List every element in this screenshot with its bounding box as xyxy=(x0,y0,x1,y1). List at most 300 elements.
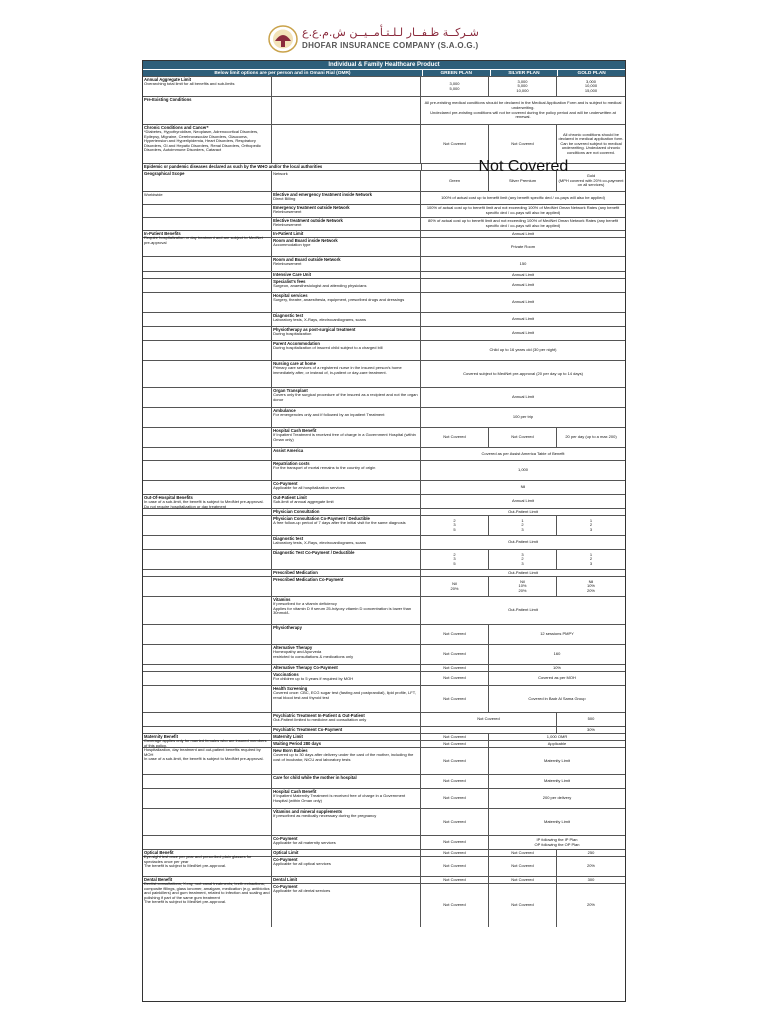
table-row xyxy=(143,740,625,747)
benefit-item-title: Physiotherapy as post-surgical treatment xyxy=(273,326,356,332)
benefit-item xyxy=(272,388,421,407)
plan-values xyxy=(421,327,625,340)
table-subtitle: Below limit options are per person and in Omani Rial (OMR) xyxy=(214,71,351,76)
benefit-item-note: If Inpatient Maternity Treatment is received free of charge in a Government Hospital (within Oman only) xyxy=(273,793,406,803)
plan-value-gold: All chronic conditions should be declared in medical application form. Can be covered subject to medical underwriting. Undeclared chronic conditions are not covered. xyxy=(558,131,624,155)
benefit-item xyxy=(272,361,421,387)
plan-value-green: Not Covered xyxy=(421,789,489,808)
plan-value-green: Not Covered xyxy=(421,877,489,883)
benefit-item xyxy=(272,495,421,508)
benefit-item xyxy=(272,836,421,849)
table-row xyxy=(143,170,625,191)
plan-values xyxy=(421,577,625,596)
table-row xyxy=(143,515,625,535)
benefit-item-title: Emergency treatment outside Network xyxy=(273,204,350,210)
table-row xyxy=(143,644,625,664)
plan-value-silver: Not Covered xyxy=(489,877,557,883)
plan-value-silver-gold: 12 sessions PMPY xyxy=(540,631,574,637)
benefit-category xyxy=(143,789,272,808)
plan-value-all: Annual Limit xyxy=(511,498,534,504)
table-row xyxy=(143,576,625,596)
table-row xyxy=(143,427,625,447)
plan-value-gold: Nil 10% 20% xyxy=(586,578,595,593)
plan-values xyxy=(421,809,625,835)
benefit-item-title: Elective and emergency treatment inside Network xyxy=(273,191,372,197)
plan-value-green: 2 3 5 xyxy=(421,516,489,535)
benefit-item xyxy=(272,125,421,163)
benefit-category xyxy=(143,536,272,549)
benefit-category xyxy=(143,481,272,494)
benefit-category xyxy=(143,597,272,624)
plan-values xyxy=(421,516,625,535)
benefit-category xyxy=(143,257,272,271)
plan-value-silver-gold: Maternity Limit xyxy=(543,757,570,763)
plan-value-silver-gold: 200 per delivery xyxy=(542,795,572,801)
benefit-item-note: Covers only the surgical procedure of the insured as a recipient and not the organ donor xyxy=(273,392,418,402)
plan-value-silver: Silver Premium xyxy=(489,171,557,191)
benefit-item-title: Prescribed Medication Co-Payment xyxy=(273,576,344,582)
plan-value-all: Covered as per Assist America Table of Benefit xyxy=(481,450,565,456)
benefit-item-note: Surgeon, anaesthesiologist and attending physicians xyxy=(273,283,367,289)
benefit-category xyxy=(143,327,272,340)
benefit-item-note: Reimbursement xyxy=(273,209,302,215)
plan-value-gold: 300 xyxy=(587,876,595,882)
benefit-category xyxy=(143,727,272,733)
benefit-item-note: Direct Billing xyxy=(273,196,296,202)
benefit-category xyxy=(143,775,272,788)
benefit-item-note: If Inpatient Treatment is received free of charge in a Government Hospital (within Oman only) xyxy=(273,432,416,442)
plan-values xyxy=(421,713,625,726)
plan-value-all: 100% of actual cost up to benefit limit (any benefit specific ded / co-pays will also be applied) xyxy=(441,194,605,200)
plan-values xyxy=(421,205,625,217)
benefit-item-title: Co-Payment xyxy=(273,835,298,841)
plan-value-all: Annual Limit xyxy=(511,282,534,288)
benefit-item xyxy=(272,516,421,535)
benefit-item xyxy=(272,205,421,217)
plan-value-green: 2 3 5 xyxy=(421,550,489,569)
plan-values xyxy=(421,495,625,508)
benefit-category xyxy=(143,388,272,407)
plan-value-all: Annual Limit xyxy=(511,330,534,336)
plan-values xyxy=(421,192,625,204)
benefit-category-note: Eye-sight test once per year and prescribed plain glasses for spectacles once per year The benefit is subject to MedNet pre-approval. xyxy=(144,854,252,869)
benefit-item xyxy=(272,481,421,494)
benefit-item-title: Alternative Therapy Co-Payment xyxy=(273,664,338,670)
plan-value-all: Nil xyxy=(520,484,526,490)
benefit-category-title: Dental Benefit xyxy=(144,876,173,882)
benefit-category xyxy=(143,361,272,387)
plan-value-green: Not Covered xyxy=(421,748,489,774)
benefit-category-title: Worldwide xyxy=(144,191,163,197)
benefit-category-title: Annual Aggregate Limit xyxy=(144,76,192,82)
benefit-category-note: Overarching total limit for all benefits and sub-limits xyxy=(144,81,235,87)
benefit-item-title: Optical Limit xyxy=(273,849,299,855)
benefit-item xyxy=(272,97,421,124)
benefit-item xyxy=(272,536,421,549)
plan-values xyxy=(421,686,625,712)
benefit-item-title: Hospital services xyxy=(273,292,308,298)
table-row xyxy=(143,480,625,494)
benefit-item-title: Assist America xyxy=(273,447,304,453)
plan-value-all: Child up to 16 years old (30 per night) xyxy=(489,347,557,353)
plan-values xyxy=(421,884,625,927)
plan-value-green: Not Covered xyxy=(421,645,489,664)
table-row xyxy=(143,76,625,96)
table-row xyxy=(143,278,625,292)
table-row xyxy=(143,569,625,576)
table-row xyxy=(143,856,625,876)
benefit-category xyxy=(143,205,272,217)
benefit-item xyxy=(272,77,421,96)
plan-value-silver-gold: 1,000 OMR xyxy=(546,733,568,739)
benefit-item-title: Out-Patient Limit xyxy=(273,494,307,500)
benefit-category xyxy=(143,509,272,515)
plan-values xyxy=(421,279,625,292)
benefit-item-title: Dental Limit xyxy=(273,876,298,882)
benefit-category xyxy=(143,272,272,278)
benefit-item-title: Room and Board outside Network xyxy=(273,256,341,262)
plan-value-gold: 1 2 3 xyxy=(589,517,593,532)
plan-value-silver: Not Covered xyxy=(489,125,557,163)
plan-value-all: Private Room xyxy=(510,243,536,249)
company-logo-icon xyxy=(268,25,298,53)
plan-value-green: Not Covered xyxy=(421,836,489,849)
benefit-category-title: Out-Of-Hospital Benefits xyxy=(144,494,193,500)
row-label xyxy=(143,164,422,170)
plan-value-green: Not Covered xyxy=(421,428,489,447)
benefits-table xyxy=(142,60,626,1002)
benefit-item-note: Out-Patient limited to medicine and consultation only xyxy=(273,717,367,723)
benefit-item-title: Prescribed Medication xyxy=(273,569,318,575)
benefit-category xyxy=(143,293,272,312)
plan-values xyxy=(421,448,625,460)
plan-value-silver: Not Covered xyxy=(489,857,557,876)
plan-value-gold: 20% xyxy=(586,863,595,869)
benefit-category xyxy=(143,748,272,774)
benefit-category xyxy=(143,672,272,685)
benefit-item-title: Maternity Limit xyxy=(273,733,303,739)
benefit-item-note: Applicable for all hospitalization services xyxy=(273,485,345,491)
plan-value-gold: 250 xyxy=(587,849,595,855)
benefit-item xyxy=(272,850,421,856)
plan-value-silver: 1 2 3 xyxy=(489,516,557,535)
benefit-item-note: Laboratory tests, X-Rays, electrocardiograms, scans xyxy=(273,317,367,323)
table-row xyxy=(143,712,625,726)
plan-value-silver: Not Covered xyxy=(489,884,557,927)
table-row xyxy=(143,460,625,480)
plan-values xyxy=(421,570,625,576)
benefit-item xyxy=(272,428,421,447)
benefit-item-note: Surgery, theatre, anaesthesia, equipment, prescribed drugs and dressings xyxy=(273,297,405,303)
plan-values xyxy=(421,789,625,808)
plan-value-silver-gold: Maternity Limit xyxy=(543,818,570,824)
benefit-item-note: Primary care services of a registered nurse in the insured person's home immediately after, or instead of, in-patient or day-care treatment. xyxy=(273,365,402,375)
plan-value-silver-gold: IP following the IP Plan OP following the OP Plan xyxy=(534,836,580,847)
table-row xyxy=(143,217,625,230)
benefit-item-note: Covered up to 30 days after delivery under the card of the mother, including the cost of incubator, NICU and laboratory tests xyxy=(273,752,414,762)
benefit-item-note: Accommodation type xyxy=(273,242,311,248)
table-row xyxy=(143,535,625,549)
benefit-item-note: Laboratory tests, X-Rays, electrocardiograms, scans xyxy=(273,540,367,546)
benefit-item xyxy=(272,550,421,569)
benefit-category xyxy=(143,733,272,762)
plan-value-green: Not Covered xyxy=(421,625,489,644)
benefit-item-title: Diagnostic test xyxy=(273,312,304,318)
table-row xyxy=(143,326,625,340)
benefit-item xyxy=(272,625,421,644)
plan-values xyxy=(421,461,625,480)
benefit-item-title: Network xyxy=(273,170,288,176)
benefit-category xyxy=(143,881,272,927)
benefit-item-title: Physician Consultation xyxy=(273,508,320,514)
plan-value-gold: 1 2 3 xyxy=(589,551,593,566)
plan-value-silver: 3 2 3 xyxy=(489,550,557,569)
plan-values xyxy=(421,536,625,549)
benefit-item-title: Co-Payment xyxy=(273,856,298,862)
benefit-category-title: In-Patient Benefits xyxy=(144,230,181,236)
plan-values xyxy=(421,97,625,124)
benefit-item-note: For emergencies only and if followed by an inpatient Treatment xyxy=(273,412,385,418)
benefit-category xyxy=(143,836,272,849)
table-row xyxy=(143,360,625,387)
benefit-item xyxy=(272,293,421,312)
plan-value-all: Annual Limit xyxy=(511,230,534,236)
plan-value-all: Out-Patient Limit xyxy=(508,607,538,613)
plan-value-silver-gold: 10% xyxy=(552,664,561,670)
benefit-category-title: Maternity Benefit xyxy=(144,733,178,739)
table-row xyxy=(143,494,625,508)
benefit-category xyxy=(143,192,272,204)
benefit-item-title: Psychiatric Treatment Co-Payment xyxy=(273,726,343,732)
table-row xyxy=(143,191,625,204)
plan-value-all: Out-Patient Limit xyxy=(508,569,538,575)
benefit-item-note: Sub-limit of annual aggregate limit xyxy=(273,499,334,505)
company-arabic-name: شـركــة ظـفــار لـلـتـأمــيــن ش.م.ع.ع xyxy=(302,26,479,39)
plan-value-green: Not Covered xyxy=(421,850,489,856)
benefit-item xyxy=(272,408,421,427)
benefit-category xyxy=(143,645,272,664)
benefit-item-title: Intensive Care Unit xyxy=(273,271,312,277)
benefit-item xyxy=(272,857,421,876)
plan-values xyxy=(421,748,625,774)
benefit-item-title: Care for child while the mother in hospital xyxy=(273,774,357,780)
benefit-category xyxy=(143,408,272,427)
benefit-category xyxy=(143,461,272,480)
table-row xyxy=(143,788,625,808)
benefit-item xyxy=(272,672,421,685)
plan-value-green: Not Covered xyxy=(421,884,489,927)
plan-values xyxy=(421,313,625,326)
plan-values xyxy=(421,550,625,569)
plan-values xyxy=(421,645,625,664)
benefit-item-note: Reimbursement xyxy=(273,261,302,267)
plan-value-green: Nil 20% xyxy=(421,577,489,596)
benefit-category-note: Coverage applies only for married females who are insured members of this policy. Hospitalization, day treatment and out-patient benefits required by MOH In case of a sub-limit, the benefit is subject to MedNet pre-approval. xyxy=(144,738,267,762)
table-row xyxy=(143,671,625,685)
plan-values xyxy=(421,238,625,256)
benefit-category xyxy=(143,625,272,644)
benefit-item-title: Diagnostic Test Co-Payment / Deductible xyxy=(273,549,355,555)
benefit-item-note: For children up to 5 years if required by MOH xyxy=(273,676,354,682)
benefit-item xyxy=(272,257,421,271)
benefit-item-title: Parent Accommodation xyxy=(273,340,320,346)
benefit-item xyxy=(272,597,421,624)
table-row xyxy=(143,256,625,271)
plan-value-green: Not Covered xyxy=(421,741,489,747)
plan-values xyxy=(421,625,625,644)
benefit-category xyxy=(143,876,272,905)
table-row xyxy=(143,407,625,427)
benefit-category xyxy=(143,448,272,460)
gold-plan-header: GOLD PLAN xyxy=(557,70,625,76)
benefit-item xyxy=(272,789,421,808)
benefit-category xyxy=(143,665,272,671)
benefit-item-title: Elective treatment outside Network xyxy=(273,217,343,223)
benefit-item-note: Homeopathy and Ayurveda restricted to consultations & medications only xyxy=(273,649,354,659)
benefit-item xyxy=(272,231,421,237)
benefit-category xyxy=(143,809,272,835)
plan-values xyxy=(421,509,625,515)
plan-value-green: Not Covered xyxy=(421,686,489,712)
plan-values xyxy=(421,361,625,387)
plan-values xyxy=(421,734,625,740)
benefit-item-note: Covered once: CBC, ECG sugar test (fasting and postprandial), lipid profile, LFT, renal blood test and thyroid test xyxy=(273,690,416,700)
benefit-item-title: Physiotherapy xyxy=(273,624,302,630)
table-row xyxy=(143,292,625,312)
plan-values xyxy=(421,850,625,856)
plan-value-green: 3,000 5,000 xyxy=(421,77,489,96)
plan-values xyxy=(421,857,625,876)
document-header xyxy=(0,0,768,56)
benefit-category xyxy=(143,230,272,245)
benefit-item xyxy=(272,448,421,460)
table-row xyxy=(143,664,625,671)
plan-value-all: 80% of actual cost up to benefit limit and not exceeding 100% of MedNet Oman Network Rates (any benefit specific ded / co-pays will also be applied) xyxy=(427,218,619,228)
benefit-item-title: Vitamins xyxy=(273,596,291,602)
benefit-item xyxy=(272,809,421,835)
plan-value-silver-gold: Covered as per MOH xyxy=(538,675,576,681)
plan-values xyxy=(421,257,625,271)
benefit-category xyxy=(143,495,272,508)
plan-value-green: Green xyxy=(421,171,489,191)
benefit-item-title: Co-Payment xyxy=(273,883,298,889)
benefit-item-title: Specialist's fees xyxy=(273,278,306,284)
plan-value-silver: 3,000 5,000 10,000 xyxy=(489,77,557,96)
benefit-item-note: Reimbursement xyxy=(273,222,302,228)
plan-value-silver-gold: Maternity Limit xyxy=(543,778,570,784)
benefit-item-title: Hospital Cash Benefit xyxy=(273,788,317,794)
benefit-category xyxy=(143,97,272,124)
plan-value-silver-gold: Covered in Badr Al Sama Group xyxy=(528,695,586,701)
benefit-item xyxy=(272,327,421,340)
plan-value-all: 150 xyxy=(519,260,527,266)
benefit-category xyxy=(143,577,272,596)
benefit-item xyxy=(272,686,421,712)
plan-values xyxy=(421,775,625,788)
table-row xyxy=(143,883,625,927)
plan-values xyxy=(421,727,625,733)
plan-values xyxy=(421,408,625,427)
benefit-category xyxy=(143,313,272,326)
silver-plan-header: SILVER PLAN xyxy=(490,70,558,76)
plan-values xyxy=(421,877,625,883)
plan-values xyxy=(421,388,625,407)
plan-values xyxy=(421,428,625,447)
plan-values xyxy=(421,272,625,278)
table-row xyxy=(143,624,625,644)
plan-value-all: Not Covered xyxy=(478,158,569,175)
benefit-item xyxy=(272,884,421,927)
benefit-category xyxy=(143,341,272,360)
benefit-item-title: Psychiatric Treatment In-Patient & Out-Patient xyxy=(273,712,365,718)
benefit-category-note: *Diabetes, Hypothyroidism, Neoplasm, Adrenocortical Disorders, Epilepsy, Migraine, Cerebrovascular Disorders, Glaucoma, Hypertension and Hyperlipidemia, Heart Disorders, Respiratory Disorders, GI and Hepatic Disorders, Renal Disorders, Orthopedic Disorders, Autoimmune Disorders, Cataract xyxy=(144,129,261,153)
benefit-item-note: During hospitalization of insured child subject to a charged bill xyxy=(273,345,383,351)
benefit-item xyxy=(272,272,421,278)
plan-values xyxy=(421,77,625,96)
benefit-item xyxy=(272,238,421,256)
benefit-item-note: If prescribed for a vitamin deficiency Applies for vitamin D if serum 25-hdyoxy vitamin D concentration is lower than 30nmol/L xyxy=(273,601,412,616)
benefit-category xyxy=(143,570,272,576)
plan-value-all: Annual Limit xyxy=(511,271,534,277)
table-row xyxy=(143,774,625,788)
table-row xyxy=(143,685,625,712)
table-row xyxy=(143,835,625,849)
benefit-category xyxy=(143,686,272,712)
plan-value-green: Not Covered xyxy=(421,734,489,740)
benefit-item xyxy=(272,734,421,740)
benefit-item-title: Organ Transplant xyxy=(273,387,308,393)
benefit-item-title: Vitamins and mineral supplements xyxy=(273,808,343,814)
benefit-item-title: Physician Consultation Co-Payment / Deductible xyxy=(273,515,370,521)
benefit-item xyxy=(272,509,421,515)
plan-value-green-silver xyxy=(421,727,557,733)
plan-value-all: Annual Limit xyxy=(511,394,534,400)
table-row xyxy=(143,96,625,124)
benefit-item-title: Nursing care at home xyxy=(273,360,316,366)
benefit-category xyxy=(143,516,272,535)
benefit-item-title: Health Screening xyxy=(273,685,308,691)
benefit-item xyxy=(272,748,421,774)
plan-value-all: 1,000 xyxy=(517,467,528,473)
plan-value-all: All pre-existing medical conditions should be declared in the Medical Application Form and is subject to medical underwriting. Undeclared pre-existing conditions will not be covered during the policy period and will be underwritten at renewal. xyxy=(424,100,622,120)
plan-value-all: Covered subject to MedNet pre-approval (20 per day up to 14 days) xyxy=(463,370,583,376)
benefit-item xyxy=(272,313,421,326)
plan-values xyxy=(421,481,625,494)
benefit-item-note: Applicable for all optical services xyxy=(273,861,331,867)
benefit-item xyxy=(272,570,421,576)
benefit-item-title: New Born Babies xyxy=(273,747,308,753)
table-body xyxy=(143,76,625,927)
plan-value-silver: Not Covered xyxy=(489,428,557,447)
plan-value-gold: 500 xyxy=(587,716,595,722)
table-title: Individual & Family Healthcare Product xyxy=(143,61,625,69)
plan-values xyxy=(421,741,625,747)
plan-value-silver-gold: 160 xyxy=(553,651,561,657)
benefit-item-note: For the transport of mortal remains to the country of origin xyxy=(273,465,376,471)
table-row xyxy=(143,340,625,360)
benefit-item-note: A free follow-up period of 7 days after the initial visit for the same diagnosis xyxy=(273,520,406,526)
plan-value-green-silver: Not Covered xyxy=(421,713,557,726)
benefit-item-note: Applicable for all dental services xyxy=(273,888,331,894)
benefit-item-title: Waiting Period 280 days xyxy=(273,740,322,746)
benefit-category xyxy=(143,713,272,726)
plan-values xyxy=(421,231,625,237)
plan-values xyxy=(421,597,625,624)
benefit-item xyxy=(272,741,421,747)
plan-value-gold: 20 per day (up to a max 200) xyxy=(565,434,617,440)
benefit-item-title: Alternative Therapy xyxy=(273,644,313,650)
benefit-item xyxy=(272,727,421,733)
